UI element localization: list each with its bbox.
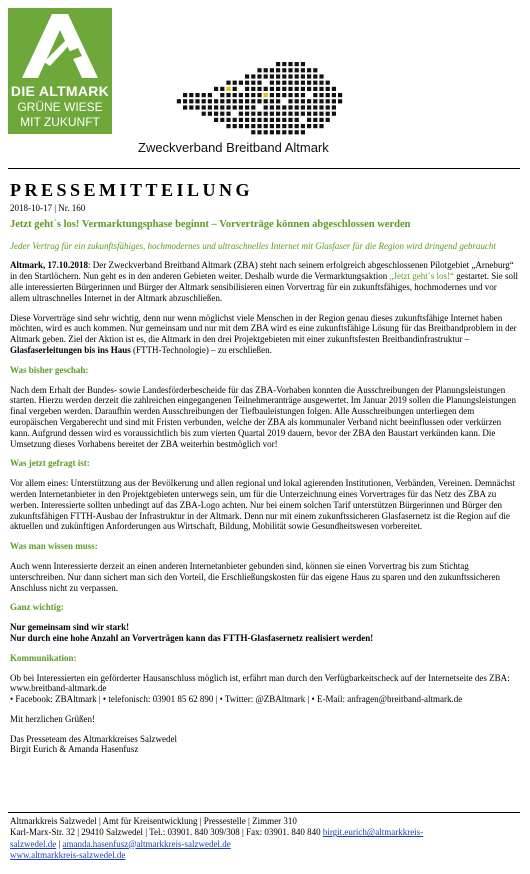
map-dot — [239, 105, 243, 109]
map-dot — [202, 112, 206, 116]
map-dot — [202, 105, 206, 109]
release-meta: 2018-10-17 | Nr. 160 — [10, 203, 86, 213]
section-heading: Was jetzt gefragt ist: — [10, 458, 90, 469]
map-dot — [270, 87, 274, 91]
map-dot — [233, 81, 237, 85]
communication-body: Ob bei Interessierten ein geförderter Hausanschluss möglich ist, erfährt man durch den Verfügbarkeitscheck auf der Internetseite des ZBA: www.breitband-altmark.de — [10, 672, 510, 694]
map-dot — [338, 99, 342, 103]
map-dot — [276, 105, 280, 109]
map-dot — [288, 87, 292, 91]
map-dot — [270, 93, 274, 97]
map-dot — [288, 62, 292, 66]
map-dot — [276, 99, 280, 103]
map-dot — [195, 93, 199, 97]
map-dot — [214, 105, 218, 109]
map-dot — [270, 124, 274, 128]
map-dot — [295, 93, 299, 97]
section-body: Nach dem Erhalt der Bundes- sowie Landesförderbescheide für das ZBA-Vorhaben konnten die Ausschreibungen der Planungsleistungen starten. Hierzu werden derzeit die zahlreichen eingegangenen Teilnehmeranträge ausgewertet. Im Januar 2019 sollen die Planungsleistungen final vergeben werden. Daraufhin werden Ausschreibungen der Tiefbauleistungen folgen. Alle Ausschreibungen unterliegen dem europäischen Vergaberecht und sind mit Fristen verbunden, welche der ZBA als kommunaler Verband nicht beeinflussen oder verkürzen kann. Aufgrund dessen wird es voraussichtlich bis zum vierten Quartal 2019 dauern, bevor der ZBA den Baustart verkünden kann. Die Umsetzung dieses Vorhabens bereitet der ZBA weiterhin bestmöglich vor! — [10, 384, 517, 449]
map-dot — [301, 93, 305, 97]
map-dot — [307, 105, 311, 109]
map-dot — [307, 68, 311, 72]
map-dot — [288, 81, 292, 85]
map-dot — [319, 81, 323, 85]
map-dot — [264, 105, 268, 109]
section-heading: Was man wissen muss: — [10, 541, 98, 552]
map-dot — [295, 87, 299, 91]
map-dot — [276, 130, 280, 134]
map-dot — [239, 81, 243, 85]
email-link-hasenfusz[interactable]: amanda.hasenfusz@altmarkkreis-salzwedel.de — [62, 838, 231, 849]
map-dot — [239, 124, 243, 128]
map-dot — [251, 130, 255, 134]
map-dot — [313, 124, 317, 128]
map-dot — [220, 93, 224, 97]
map-dot — [313, 93, 317, 97]
map-dot — [226, 81, 230, 85]
map-dot — [208, 93, 212, 97]
map-dot — [270, 130, 274, 134]
footer-line-4 — [10, 850, 518, 861]
map-dot — [239, 93, 243, 97]
map-dot — [245, 112, 249, 116]
map-dot — [276, 68, 280, 72]
section-body: Auch wenn Interessierte derzeit an einen anderen Internetanbieter gebunden sind, können sie einen Vorvertrag bis zum Stichtag unterschreiben. Nur dann sichert man sich den Vorteil, die Erschließungskosten für das eigene Haus zu sparen und den zukunftssicheren Anschluss nicht zu verpassen. — [10, 560, 501, 593]
map-dot — [295, 74, 299, 78]
map-dot — [233, 105, 237, 109]
section-heading: Was bisher geschah: — [10, 364, 89, 375]
map-dot — [264, 74, 268, 78]
map-dot — [326, 81, 330, 85]
map-dot — [276, 81, 280, 85]
map-dot — [208, 105, 212, 109]
map-dot — [257, 68, 261, 72]
map-dot — [307, 118, 311, 122]
map-dot — [233, 118, 237, 122]
map-dot — [276, 87, 280, 91]
map-dot — [288, 130, 292, 134]
map-dot — [295, 62, 299, 66]
map-dot — [270, 118, 274, 122]
map-dot — [270, 81, 274, 85]
map-dot — [251, 105, 255, 109]
map-dot — [264, 87, 268, 91]
map-dot — [319, 87, 323, 91]
map-dot — [326, 118, 330, 122]
map-dot — [332, 87, 336, 91]
map-dot — [288, 118, 292, 122]
website-link[interactable]: www.altmarkkreis-salzwedel.de — [10, 849, 126, 860]
map-dot — [226, 87, 230, 91]
section-communication — [10, 653, 518, 705]
map-dot — [326, 112, 330, 116]
map-dot — [245, 124, 249, 128]
map-dot — [214, 118, 218, 122]
map-dot — [301, 87, 305, 91]
map-dot — [319, 93, 323, 97]
map-dot — [214, 87, 218, 91]
map-dot — [301, 130, 305, 134]
logo-line-3: MIT ZUKUNFT — [20, 115, 100, 129]
map-dot — [313, 74, 317, 78]
map-dot — [239, 112, 243, 116]
map-dot — [251, 99, 255, 103]
map-dot — [195, 105, 199, 109]
map-dot — [313, 112, 317, 116]
map-dot — [282, 68, 286, 72]
map-dot — [245, 93, 249, 97]
map-dot — [332, 93, 336, 97]
map-dot — [301, 124, 305, 128]
campaign-name: „Jetzt geht´s los!“ — [389, 271, 454, 282]
map-dot — [288, 68, 292, 72]
map-dot — [220, 87, 224, 91]
map-dot — [282, 87, 286, 91]
map-dot — [251, 74, 255, 78]
map-dot — [270, 68, 274, 72]
map-dot — [257, 124, 261, 128]
map-dot — [295, 81, 299, 85]
map-dot — [214, 112, 218, 116]
map-dot — [195, 99, 199, 103]
map-dot — [264, 93, 268, 97]
map-dot — [313, 81, 317, 85]
map-dot — [226, 105, 230, 109]
map-dot — [257, 87, 261, 91]
map-dot — [226, 124, 230, 128]
map-dot — [264, 99, 268, 103]
map-dot — [257, 130, 261, 134]
subheadline: Jeder Vertrag für ein zukunftsfähiges, hochmodernes und ultraschnelles Internet mit Glasfaser für die Region wird dringend gebraucht — [10, 240, 496, 251]
map-dot — [295, 124, 299, 128]
map-dot — [326, 93, 330, 97]
map-dot — [288, 112, 292, 116]
map-dot — [208, 112, 212, 116]
map-dot — [220, 118, 224, 122]
map-dot — [189, 93, 193, 97]
section-important — [10, 602, 518, 643]
map-dot — [282, 124, 286, 128]
map-dot — [233, 93, 237, 97]
map-dot — [313, 99, 317, 103]
map-dot — [326, 87, 330, 91]
map-dot — [301, 74, 305, 78]
map-dot — [282, 105, 286, 109]
map-dot — [189, 99, 193, 103]
map-dot — [226, 99, 230, 103]
map-dot — [264, 124, 268, 128]
map-dot — [301, 99, 305, 103]
section-history — [10, 365, 518, 450]
map-dot — [307, 112, 311, 116]
closing: Mit herzlichen Grüßen! — [10, 713, 95, 724]
map-dot — [288, 105, 292, 109]
map-dot — [264, 112, 268, 116]
map-dot — [257, 118, 261, 122]
map-dot — [301, 68, 305, 72]
map-dot — [233, 87, 237, 91]
map-dot — [288, 99, 292, 103]
map-dot — [239, 118, 243, 122]
map-dot — [233, 124, 237, 128]
map-dot — [245, 87, 249, 91]
map-dot — [282, 81, 286, 85]
map-dot — [245, 74, 249, 78]
map-dot — [313, 105, 317, 109]
map-dot — [270, 74, 274, 78]
map-dot — [307, 99, 311, 103]
headline: Jetzt geht´s los! Vermarktungsphase beginnt – Vorverträge können abgeschlossen werden — [10, 219, 411, 230]
press-release-body — [10, 219, 518, 764]
map-dot — [226, 118, 230, 122]
organization-name: Zweckverband Breitband Altmark — [138, 140, 329, 155]
map-dot — [307, 81, 311, 85]
map-dot — [202, 99, 206, 103]
map-dot — [301, 81, 305, 85]
important-line-1: Nur gemeinsam sind wir stark! — [10, 622, 130, 633]
map-dot — [276, 62, 280, 66]
map-dot — [307, 124, 311, 128]
map-dot — [313, 68, 317, 72]
map-dot — [251, 118, 255, 122]
map-dot — [257, 93, 261, 97]
header-divider — [8, 168, 520, 169]
map-dot — [276, 118, 280, 122]
map-dot — [202, 93, 206, 97]
map-dot — [226, 93, 230, 97]
map-dot — [245, 99, 249, 103]
map-dot — [332, 99, 336, 103]
map-dot — [264, 68, 268, 72]
footer-line-3: salzwedel.de | amanda.hasenfusz@altmarkkreis-salzwedel.de — [10, 838, 231, 849]
map-dot — [276, 112, 280, 116]
section-heading: Kommunikation: — [10, 652, 77, 663]
map-dot — [239, 99, 243, 103]
map-dot — [183, 93, 187, 97]
map-dot — [313, 118, 317, 122]
map-dot — [319, 105, 323, 109]
map-dot — [257, 74, 261, 78]
map-dot — [288, 93, 292, 97]
map-dot — [245, 118, 249, 122]
map-dot — [313, 87, 317, 91]
map-dot — [177, 99, 181, 103]
map-dot — [295, 118, 299, 122]
map-dot — [295, 68, 299, 72]
map-dot — [264, 118, 268, 122]
map-dot — [288, 124, 292, 128]
email-link-eurich[interactable]: birgit.eurich@altmarkkreis- — [322, 827, 424, 838]
signature-line-2: Birgit Eurich & Amanda Hasenfusz — [10, 744, 139, 755]
map-dot — [295, 99, 299, 103]
map-dot — [301, 105, 305, 109]
footer-divider — [8, 812, 520, 813]
map-dot — [332, 105, 336, 109]
map-dot — [282, 118, 286, 122]
map-dot — [282, 62, 286, 66]
map-dot — [264, 130, 268, 134]
map-dot — [332, 112, 336, 116]
map-dot — [257, 99, 261, 103]
altmark-a-icon — [8, 8, 112, 84]
section-know — [10, 541, 518, 593]
map-dot — [220, 112, 224, 116]
map-dot — [245, 105, 249, 109]
map-dot — [319, 74, 323, 78]
map-dot — [276, 124, 280, 128]
email-link-eurich-cont[interactable]: salzwedel.de — [10, 838, 57, 849]
intro-paragraph: Altmark, 17.10.2018: Der Zweckverband Breitband Altmark (ZBA) steht nach seinem erfolgreich abgeschlossenen Pilotgebiet „Arneburg“ in den Startlöchern. Nun geht es in den anderen Gebieten weiter. Deshalb wurde die Vermarktungsaktion „Jetzt geht´s los!“ gestartet. Sie soll alle interessierten Bürgerinnen und Bürger der Altmark sensibilisieren einen Vorvertrag für ein zukunftsfähiges, hochmodernes und vor allem ultraschnelles Internet in der Altmark abzuschließen. — [10, 260, 518, 303]
map-dot — [282, 74, 286, 78]
map-dot — [270, 105, 274, 109]
map-dot — [251, 124, 255, 128]
map-dot — [276, 93, 280, 97]
map-dot — [189, 105, 193, 109]
map-dot — [295, 105, 299, 109]
map-dot — [270, 112, 274, 116]
map-dot — [214, 99, 218, 103]
place-date: Altmark, 17.10.2018 — [10, 260, 88, 271]
logo-line-1: DIE ALTMARK — [10, 83, 110, 99]
map-dot — [319, 118, 323, 122]
communication-contacts: • Facebook: ZBAltmark | • telefonisch: 03901 85 62 890 | • Twitter: @ZBAltmark | • E-Mail: anfragen@breitband-altmark.de — [10, 694, 463, 705]
map-dot — [251, 81, 255, 85]
paragraph-2: Diese Vorverträge sind sehr wichtig, denn nur wenn möglichst viele Menschen in der Region genau dieses zukunftsfähige Internet haben möchten, wird es auch kommen. Nur gemeinsam und nur mit dem ZBA wird es eine zukunftsfähige Lösung für das Breitbandproblem in der Altmark geben. Ziel der Aktion ist es, die Altmark in den drei Projektgebieten mit einer zukunftsfesten Breitbandinfrastruktur – Glasfaserleitungen bis ins Haus (FTTH-Technologie) – zu erschließen. — [10, 312, 517, 355]
important-line-2: Nur durch eine hohe Anzahl an Vorverträgen kann das FTTH-Glasfasernetz realisiert werden! — [10, 632, 374, 643]
page-title: PRESSEMITTEILUNG — [10, 180, 254, 200]
section-heading: Ganz wichtig: — [10, 602, 64, 613]
map-dot — [183, 105, 187, 109]
section-body: Vor allem eines: Unterstützung aus der Bevölkerung und allen regional und lokal agierenden Institutionen, Verbänden, Vereinen. Demnächst werden Internetanbieter in den Projektgebieten unterwegs sein, um für die Unterzeichnung eines Vorvertrages für das Netz des ZBA zu werben. Interessierte sollten unbedingt auf das ZBA-Logo achten. Nur bei einem solchen Tarif unterstützen Bürgerinnen und Bürger den zukunftsfähigen FTTH-Ausbau der Infrastruktur in der Altmark. Denn nur mit einem zukunftssicheren Glasfasernetz ist die Region auf die aktuellen und zukünftigen Anforderungen aus Wirtschaft, Bildung, Mobilität sowie Gesundheitswesen vorbereitet. — [10, 478, 516, 532]
map-dot — [183, 99, 187, 103]
map-dot — [251, 93, 255, 97]
map-dot — [307, 74, 311, 78]
map-dot — [295, 112, 299, 116]
map-dot — [276, 74, 280, 78]
map-dot — [282, 112, 286, 116]
map-dot — [282, 130, 286, 134]
signature-line-1: Das Presseteam des Altmarkkreises Salzwedel — [10, 733, 177, 744]
map-dot — [307, 87, 311, 91]
footer-line-1: Altmarkkreis Salzwedel | Amt für Kreisentwicklung | Pressestelle | Zimmer 310 — [10, 816, 297, 826]
map-dot — [251, 87, 255, 91]
map-dot — [319, 124, 323, 128]
map-dot — [295, 130, 299, 134]
map-dot — [251, 112, 255, 116]
map-dot — [282, 93, 286, 97]
map-dot — [301, 62, 305, 66]
map-dot — [319, 99, 323, 103]
map-dot — [220, 99, 224, 103]
map-dot — [226, 112, 230, 116]
footer — [10, 816, 518, 861]
logo-line-2: GRÜNE WIESE — [17, 100, 103, 114]
map-dot — [301, 112, 305, 116]
map-dot — [257, 112, 261, 116]
map-dot — [319, 112, 323, 116]
map-dot — [257, 81, 261, 85]
map-dot — [338, 93, 342, 97]
map-dot — [288, 74, 292, 78]
footer-line-2: Karl-Marx-Str. 32 | 29410 Salzwedel | Tel.: 03901. 840 309/308 | Fax: 03901. 840 840 birgit.eurich@altmarkkreis- — [10, 827, 424, 838]
map-dot — [326, 99, 330, 103]
map-dot — [270, 99, 274, 103]
map-dot — [220, 105, 224, 109]
map-dot — [326, 105, 330, 109]
altmark-logo — [8, 8, 112, 134]
map-dot — [233, 99, 237, 103]
map-dot — [245, 81, 249, 85]
map-dot — [208, 99, 212, 103]
section-needed — [10, 458, 518, 532]
